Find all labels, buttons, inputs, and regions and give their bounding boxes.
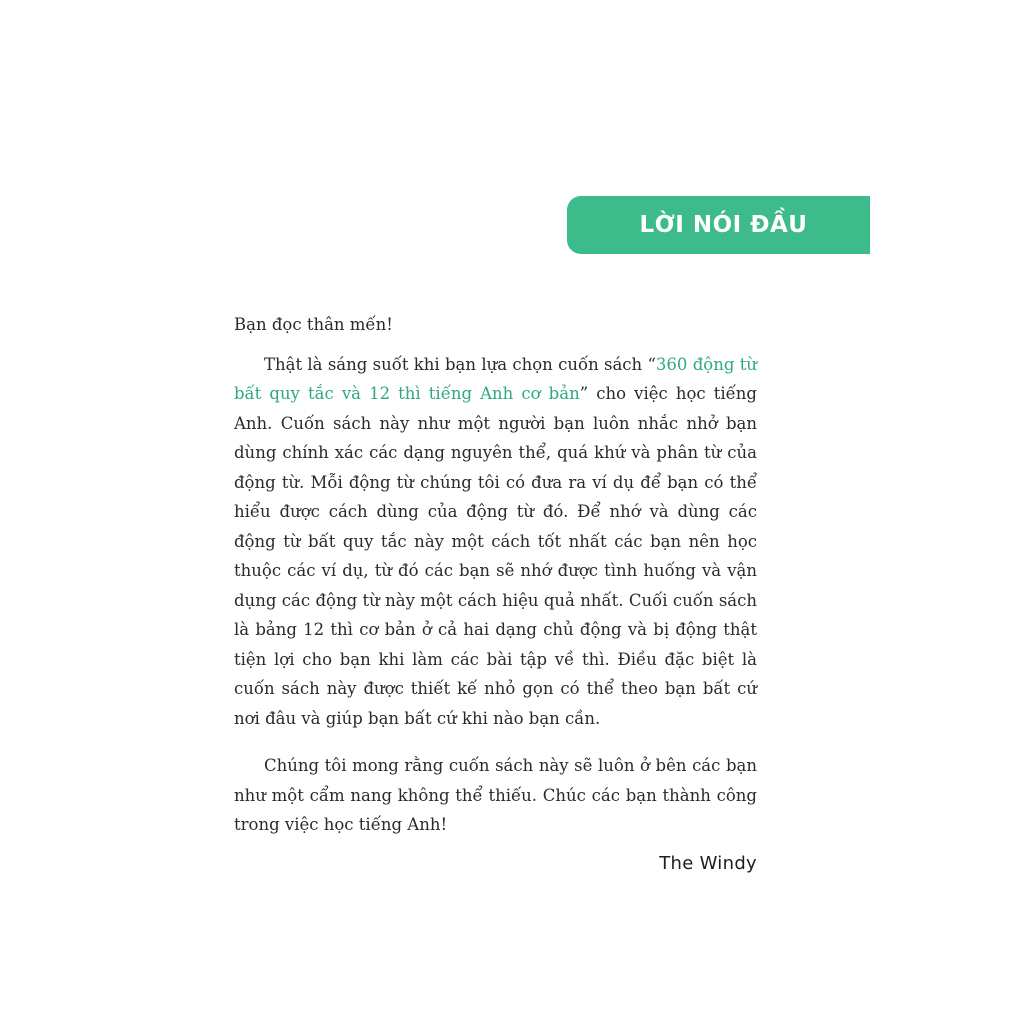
paragraph-intro: [234, 350, 757, 734]
book-title-highlight: 360 động từ bất quy tắc và 12 thì tiếng Anh cơ bản: [234, 354, 757, 403]
preface-body: [234, 310, 757, 840]
paragraph-intro-after: ” cho việc học tiếng Anh. Cuốn sách này như một người bạn luôn nhắc nhở bạn dùng chính xác các dạng nguyên thể, quá khứ và phân từ của động từ. Mỗi động từ chúng tôi có đưa ra ví dụ để bạn có thể hiểu được cách dùng của động từ đó. Để nhớ và dùng các động từ bất quy tắc này một cách tốt nhất các bạn nên học thuộc các ví dụ, từ đó các bạn sẽ nhớ được tình huống và vận dụng các động từ này một cách hiệu quả nhất. Cuối cuốn sách là bảng 12 thì cơ bản ở cả hai dạng chủ động và bị động thật tiện lợi cho bạn khi làm các bài tập về thì. Điều đặc biệt là cuốn sách này được thiết kế nhỏ gọn có thể theo bạn bất cứ nơi đâu và giúp bạn bất cứ khi nào bạn cần.: [234, 384, 757, 728]
page-title: LỜI NÓI ĐẦU: [639, 212, 808, 238]
signature: The Windy: [659, 853, 757, 874]
paragraph-closing: Chúng tôi mong rằng cuốn sách này sẽ luôn ở bên các bạn như một cẩm nang không thể thiếu. Chúc các bạn thành công trong việc học tiếng Anh!: [234, 756, 757, 834]
greeting: Bạn đọc thân mến!: [234, 315, 393, 334]
paragraph-intro-before: Thật là sáng suốt khi bạn lựa chọn cuốn sách “: [264, 354, 656, 374]
title-banner: [567, 196, 870, 254]
